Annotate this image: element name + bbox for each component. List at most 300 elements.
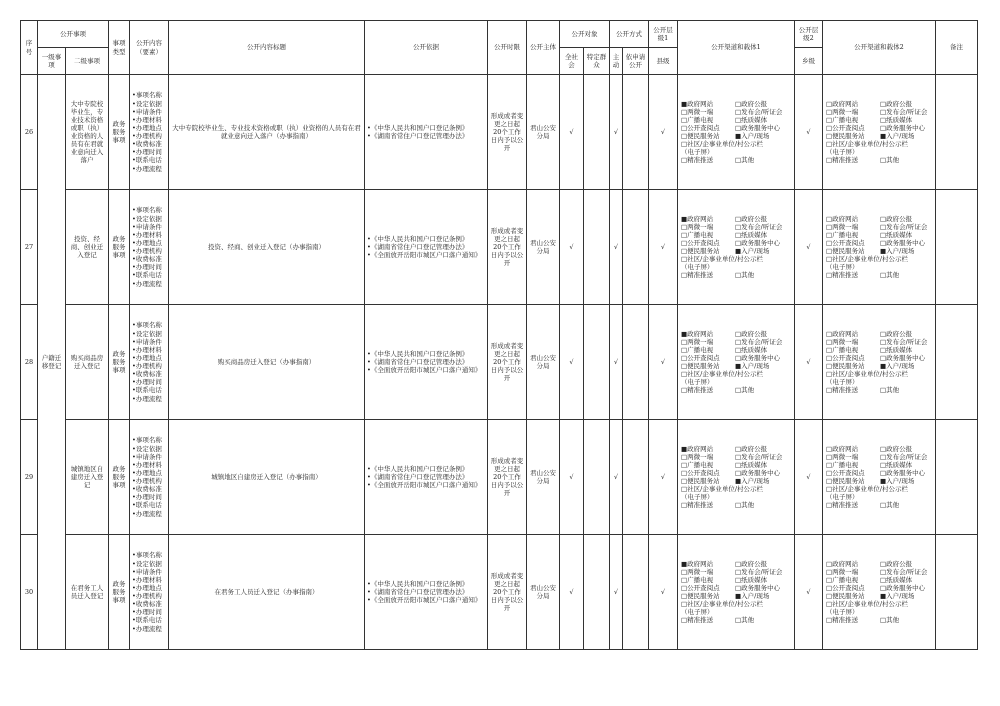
channel-option: □纸质媒体 [880,345,913,354]
channel-option: □便民服务站 [826,592,865,600]
channel-option: □广播电视 [681,115,714,124]
channel-option: □广播电视 [681,460,714,469]
channel-1-options [678,535,795,650]
township-check: √ [795,305,823,420]
channel-line [681,386,792,394]
channel-option: □精准推送 [826,156,859,165]
channel-option: □便民服务站 [681,477,720,485]
table-row [21,305,978,420]
header-level-1: 公开层级1 [649,21,678,48]
channel-option: □两微一端 [826,337,859,346]
channel-option: □广播电视 [826,115,859,124]
channel-option: □便民服务站 [826,362,865,370]
channel-option: □社区/企事业单位/村公示栏 [681,255,764,264]
disclosure-subject: 君山公安分局 [527,75,560,190]
content-title: 在君务工人员迁入登记（办事指南） [169,535,365,650]
item-type: 政务服务事项 [109,535,130,650]
header-target-special: 特定群众 [584,48,610,75]
channel-line [826,477,933,485]
content-item: • 申请条件 [132,108,166,116]
channel-option: □其他 [880,616,900,625]
channel-option: □发布会/听证会 [880,337,928,346]
channel-option: □其他 [880,386,900,395]
method-active-check: √ [610,420,623,535]
channel-option: □公开查阅点 [826,238,865,247]
disclosure-time: 形成或者变更之日起20个工作日内予以公开 [488,75,527,190]
method-request-cell [623,535,649,650]
channel-option: □政府网站 [826,329,859,338]
channel-line [826,116,933,124]
content-item: • 设定依据 [132,560,166,568]
header-subject: 公开主体 [527,21,560,75]
channel-option: □公开查阅点 [681,123,720,132]
content-item: • 设定依据 [132,445,166,453]
remark-cell [936,535,978,650]
channel-option: □政务服务中心 [880,123,926,132]
content-item: • 办理材料 [132,346,166,354]
header-content: 公开内容（要素） [130,21,169,75]
channel-option: □精准推送 [826,501,859,510]
basis-item: • 《湖南省常住户口登记管理办法》 [367,132,485,140]
channel-option: □社区/企事业单位/村公示栏 [681,370,764,379]
channel-line [681,108,792,116]
content-item: • 办理流程 [132,395,166,403]
channel-option: □两微一端 [826,222,859,231]
basis-item: • 《湖南省常住户口登记管理办法》 [367,588,485,596]
basis-list [365,75,488,190]
channel-option: □政府网站 [826,214,859,223]
method-request-cell [623,305,649,420]
channel-option: □政务服务中心 [880,353,926,362]
channel-option: □社区/企事业单位/村公示栏 [826,370,909,379]
channel-line [681,271,792,279]
basis-item: • 《全面放开岳阳市城区户口落户通知》 [367,251,485,259]
channel-option: □发布会/听证会 [880,107,928,116]
channel-option: （电子屏） [826,493,859,502]
basis-item: • 《湖南省常住户口登记管理办法》 [367,473,485,481]
channel-line [681,461,792,469]
channel-option: □广播电视 [826,230,859,239]
channel-option: （电子屏） [681,378,714,387]
channel-2-options [823,420,936,535]
content-items [130,75,169,190]
channel-line [681,132,792,140]
content-item: • 申请条件 [132,223,166,231]
channel-option: ■入户/现场 [735,592,770,600]
channel-option: □两微一端 [681,567,714,576]
header-item-group: 公开事项 [38,21,109,48]
remark-cell [936,75,978,190]
content-title: 投资、经商、创业迁入登记（办事指南） [169,190,365,305]
content-items [130,190,169,305]
content-title: 大中专院校毕业生、专业技术资格或职（执）业资格的人员有在君就业意向迁入落户（办事指南） [169,75,365,190]
channel-option: □公开查阅点 [826,468,865,477]
channel-option: ■政府网站 [681,559,714,568]
channel-line [826,568,933,576]
disclosure-table [20,20,978,650]
header-title: 公开内容标题 [169,21,365,75]
county-check: √ [649,535,678,650]
channel-1-options [678,190,795,305]
basis-item: • 《中华人民共和国户口登记条例》 [367,465,485,473]
channel-line [681,100,792,108]
channel-1-options [678,420,795,535]
channel-option: □政府公报 [735,329,768,338]
content-item: • 事项名称 [132,91,166,99]
header-level1: 一级事项 [38,48,66,75]
basis-item: • 《全面放开岳阳市城区户口落户通知》 [367,481,485,489]
content-title: 购买商品房迁入登记（办事指南） [169,305,365,420]
content-item: • 办理流程 [132,510,166,518]
channel-option: □公开查阅点 [826,123,865,132]
item-type: 政务服务事项 [109,420,130,535]
channel-option: □发布会/听证会 [735,337,783,346]
content-item: • 办理流程 [132,280,166,288]
content-item: • 办理地点 [132,469,166,477]
channel-option: □精准推送 [681,156,714,165]
header-level2: 二级事项 [66,48,109,75]
channel-option: □政务服务中心 [880,583,926,592]
content-item: • 联系电话 [132,616,166,624]
method-active-check: √ [610,75,623,190]
target-all-check: √ [560,535,584,650]
channel-option: □纸质媒体 [880,115,913,124]
content-item: • 办理机构 [132,592,166,600]
content-item: • 办理机构 [132,247,166,255]
channel-option: □便民服务站 [681,247,720,255]
channel-option: □政务服务中心 [880,468,926,477]
content-item: • 办理材料 [132,231,166,239]
channel-option: □纸质媒体 [880,230,913,239]
channel-line [681,477,792,485]
channel-option: □政务服务中心 [735,583,781,592]
content-item: • 办理机构 [132,477,166,485]
channel-option: □便民服务站 [681,362,720,370]
channel-line [681,469,792,477]
row-seq: 28 [21,305,38,420]
content-title: 城镇地区自建房迁入登记（办事指南） [169,420,365,535]
channel-line [826,124,933,132]
channel-line [681,584,792,592]
content-items [130,420,169,535]
channel-line [681,239,792,247]
channel-option: □发布会/听证会 [735,107,783,116]
channel-line [681,338,792,346]
content-items [130,535,169,650]
channel-option: □社区/企事业单位/村公示栏 [826,485,909,494]
channel-option: □两微一端 [681,222,714,231]
channel-option: □社区/企事业单位/村公示栏 [826,600,909,609]
disclosure-time: 形成或者变更之日起20个工作日内予以公开 [488,190,527,305]
channel-option: □两微一端 [826,107,859,116]
channel-option: □政府网站 [826,559,859,568]
content-item: • 联系电话 [132,501,166,509]
header-type: 事项类型 [109,21,130,75]
table-row [21,535,978,650]
channel-option: □精准推送 [826,271,859,280]
content-item: • 办理流程 [132,165,166,173]
channel-option: □两微一端 [681,107,714,116]
header-time: 公开时限 [488,21,527,75]
channel-option: □公开查阅点 [681,468,720,477]
content-item: • 办理时间 [132,608,166,616]
method-request-cell [623,420,649,535]
channel-option: □广播电视 [681,345,714,354]
basis-item: • 《湖南省常住户口登记管理办法》 [367,358,485,366]
content-item: • 办理机构 [132,132,166,140]
remark-cell [936,420,978,535]
disclosure-subject: 君山公安分局 [527,535,560,650]
channel-option: □精准推送 [681,501,714,510]
channel-line [826,231,933,239]
basis-item: • 《中华人民共和国户口登记条例》 [367,124,485,132]
channel-option: □其他 [735,156,755,165]
content-item: • 联系电话 [132,271,166,279]
level2-item: 大中专院校毕业生，专业技术资格或职（执）业资格的人员有在君就业意向迁入落户 [66,75,109,190]
target-special-cell [584,305,610,420]
channel-option: □广播电视 [826,575,859,584]
channel-line [681,231,792,239]
content-item: • 设定依据 [132,215,166,223]
channel-option: □其他 [735,386,755,395]
channel-option: □纸质媒体 [735,345,768,354]
level2-item: 在君务工人员迁入登记 [66,535,109,650]
channel-option: □公开查阅点 [681,583,720,592]
content-item: • 办理材料 [132,116,166,124]
channel-line [681,354,792,362]
channel-option: □社区/企事业单位/村公示栏 [681,600,764,609]
channel-line [681,346,792,354]
channel-option: ■政府网站 [681,329,714,338]
county-check: √ [649,75,678,190]
disclosure-subject: 君山公安分局 [527,305,560,420]
level2-item: 投资、经商、创业迁入登记 [66,190,109,305]
target-all-check: √ [560,305,584,420]
row-seq: 30 [21,535,38,650]
channel-option: □政务服务中心 [880,238,926,247]
disclosure-time: 形成或者变更之日起20个工作日内予以公开 [488,420,527,535]
channel-option: （电子屏） [681,608,714,617]
basis-list [365,420,488,535]
channel-option: （电子屏） [826,608,859,617]
level1-item: 户籍迁移登记 [38,75,66,650]
channel-option: □便民服务站 [681,592,720,600]
channel-option: （电子屏） [681,493,714,502]
content-item: • 办理材料 [132,576,166,584]
channel-option: □便民服务站 [826,477,865,485]
channel-line [681,568,792,576]
header-seq: 序号 [21,21,38,75]
channel-option: □公开查阅点 [826,583,865,592]
content-items [130,305,169,420]
channel-line [826,108,933,116]
disclosure-subject: 君山公安分局 [527,420,560,535]
channel-line [681,215,792,223]
channel-line [826,271,933,279]
channel-option: □政府公报 [735,559,768,568]
channel-option: □社区/企事业单位/村公示栏 [681,140,764,149]
header-basis: 公开依据 [365,21,488,75]
channel-option: □两微一端 [826,452,859,461]
channel-option: □广播电视 [826,460,859,469]
content-item: • 申请条件 [132,338,166,346]
channel-option: ■入户/现场 [880,592,915,600]
basis-item: • 《全面放开岳阳市城区户口落户通知》 [367,366,485,374]
channel-option: □精准推送 [681,616,714,625]
channel-line [826,156,933,164]
content-item: • 收费标准 [132,140,166,148]
channel-line [681,576,792,584]
remark-cell [936,305,978,420]
channel-option: ■入户/现场 [735,362,770,370]
disclosure-time: 形成或者变更之日起20个工作日内予以公开 [488,535,527,650]
channel-option: □政务服务中心 [735,238,781,247]
content-item: • 申请条件 [132,453,166,461]
channel-option: □公开查阅点 [681,353,720,362]
channel-option: □其他 [735,616,755,625]
channel-option: ■入户/现场 [735,132,770,140]
channel-line [681,247,792,255]
county-check: √ [649,305,678,420]
channel-line [826,576,933,584]
channel-line [681,560,792,568]
content-item: • 办理材料 [132,461,166,469]
target-special-cell [584,420,610,535]
content-item: • 办理时间 [132,263,166,271]
channel-option: □政府公报 [880,214,913,223]
target-all-check: √ [560,420,584,535]
channel-line [826,461,933,469]
channel-line [681,124,792,132]
channel-option: □公开查阅点 [826,353,865,362]
channel-option: □便民服务站 [826,247,865,255]
channel-option: □纸质媒体 [880,575,913,584]
row-seq: 27 [21,190,38,305]
row-seq: 26 [21,75,38,190]
level2-item: 城镇地区自建房迁入登记 [66,420,109,535]
channel-option: □发布会/听证会 [880,222,928,231]
channel-option: □政务服务中心 [735,468,781,477]
county-check: √ [649,420,678,535]
channel-option: □其他 [880,156,900,165]
channel-option: □精准推送 [826,616,859,625]
channel-option: □纸质媒体 [880,460,913,469]
basis-item: • 《湖南省常住户口登记管理办法》 [367,243,485,251]
channel-line [826,354,933,362]
channel-line [826,453,933,461]
channel-line [681,330,792,338]
township-check: √ [795,535,823,650]
method-request-cell [623,190,649,305]
channel-option: □发布会/听证会 [735,222,783,231]
channel-line [826,346,933,354]
content-item: • 收费标准 [132,600,166,608]
channel-option: □发布会/听证会 [880,452,928,461]
target-all-check: √ [560,75,584,190]
table-row [21,190,978,305]
township-check: √ [795,190,823,305]
content-item: • 办理时间 [132,493,166,501]
channel-line [826,469,933,477]
content-item: • 办理机构 [132,362,166,370]
header-level-2: 公开层级2 [795,21,823,48]
method-active-check: √ [610,535,623,650]
channel-option: □广播电视 [681,575,714,584]
channel-option: □纸质媒体 [735,230,768,239]
channel-option: （电子屏） [826,263,859,272]
content-item: • 办理地点 [132,354,166,362]
channel-option: □政府网站 [826,99,859,108]
channel-option: □纸质媒体 [735,115,768,124]
channel-option: □社区/企事业单位/村公示栏 [826,140,909,149]
content-item: • 办理流程 [132,625,166,633]
channel-option: □纸质媒体 [735,460,768,469]
channel-2-options [823,190,936,305]
level2-item: 购买商品房迁入登记 [66,305,109,420]
channel-option: □发布会/听证会 [735,567,783,576]
channel-option: ■入户/现场 [880,362,915,370]
channel-line [681,116,792,124]
header-remark: 备注 [936,21,978,75]
content-item: • 收费标准 [132,255,166,263]
channel-option: □便民服务站 [826,132,865,140]
channel-option: □其他 [735,271,755,280]
channel-option: （电子屏） [681,148,714,157]
basis-item: • 《中华人民共和国户口登记条例》 [367,235,485,243]
remark-cell [936,190,978,305]
method-request-cell [623,75,649,190]
channel-option: ■入户/现场 [735,247,770,255]
channel-option: □其他 [880,501,900,510]
disclosure-subject: 君山公安分局 [527,190,560,305]
channel-option: □精准推送 [826,386,859,395]
channel-option: □政府公报 [880,99,913,108]
content-item: • 事项名称 [132,551,166,559]
channel-option: □精准推送 [681,386,714,395]
county-check: √ [649,190,678,305]
channel-line [681,616,792,624]
channel-option: （电子屏） [826,378,859,387]
content-item: • 事项名称 [132,436,166,444]
method-active-check: √ [610,305,623,420]
channel-line [826,584,933,592]
channel-option: （电子屏） [681,263,714,272]
basis-list [365,190,488,305]
channel-line [826,616,933,624]
channel-2-options [823,305,936,420]
channel-line [826,330,933,338]
channel-line [826,215,933,223]
header-method-request: 依申请公开 [623,48,649,75]
item-type: 政务服务事项 [109,305,130,420]
channel-option: □政府公报 [880,329,913,338]
target-special-cell [584,535,610,650]
content-item: • 收费标准 [132,485,166,493]
channel-line [826,100,933,108]
content-item: • 设定依据 [132,100,166,108]
channel-line [681,156,792,164]
channel-line [826,338,933,346]
channel-option: ■入户/现场 [880,247,915,255]
content-item: • 收费标准 [132,370,166,378]
basis-item: • 《中华人民共和国户口登记条例》 [367,580,485,588]
channel-option: □政府公报 [735,444,768,453]
channel-option: ■入户/现场 [880,477,915,485]
table-body [21,75,978,650]
header-target-all: 全社会 [560,48,584,75]
channel-line [826,239,933,247]
channel-option: □两微一端 [681,452,714,461]
